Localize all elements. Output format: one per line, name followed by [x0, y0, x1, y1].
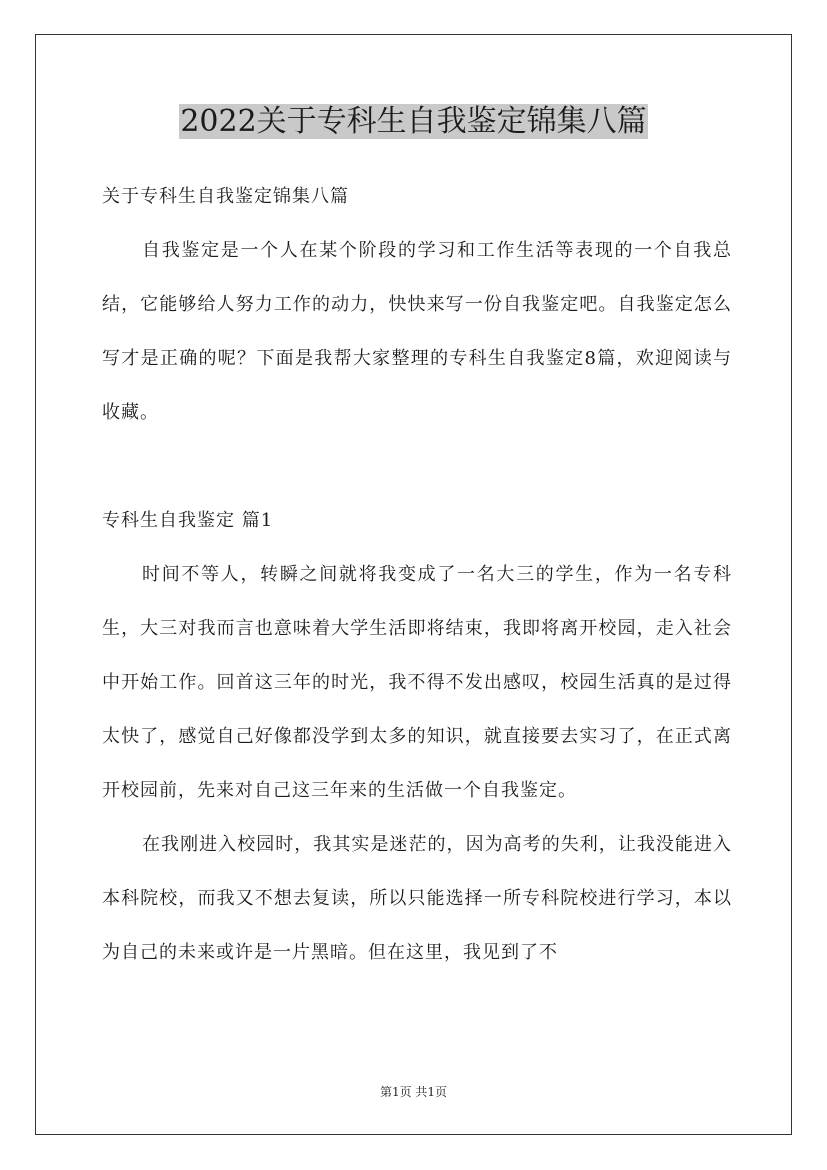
- body-paragraph: 在我刚进入校园时，我其实是迷茫的，因为高考的失利，让我没能进入本科院校，而我又不想去复读，所以只能选择一所专科院校进行学习，本以为自己的未来或许是一片黑暗。但在这里，我见到了不: [102, 834, 732, 963]
- body-paragraph: 时间不等人，转瞬之间就将我变成了一名大三的学生，作为一名专科生，大三对我而言也意味着大学生活即将结束，我即将离开校园，走入社会中开始工作。回首这三年的时光，我不得不发出感叹，校园生活真的是过得太快了，感觉自己好像都没学到太多的知识，就直接要去实习了，在正式离开校园前，先来对自己这三年来的生活做一个自我鉴定。: [102, 564, 732, 801]
- section-heading: 专科生自我鉴定 篇1: [102, 510, 274, 531]
- document-body: [102, 170, 732, 980]
- page-footer: 第1页 共1页: [379, 1085, 448, 1099]
- document-title: [0, 101, 827, 143]
- document-title-text: 2022关于专科生自我鉴定锦集八篇: [180, 104, 647, 139]
- document-subtitle: 关于专科生自我鉴定锦集八篇: [102, 186, 349, 207]
- intro-paragraph: 自我鉴定是一个人在某个阶段的学习和工作生活等表现的一个自我总结，它能够给人努力工作的动力，快快来写一份自我鉴定吧。自我鉴定怎么写才是正确的呢？下面是我帮大家整理的专科生自我鉴定8篇，欢迎阅读与收藏。: [102, 240, 732, 423]
